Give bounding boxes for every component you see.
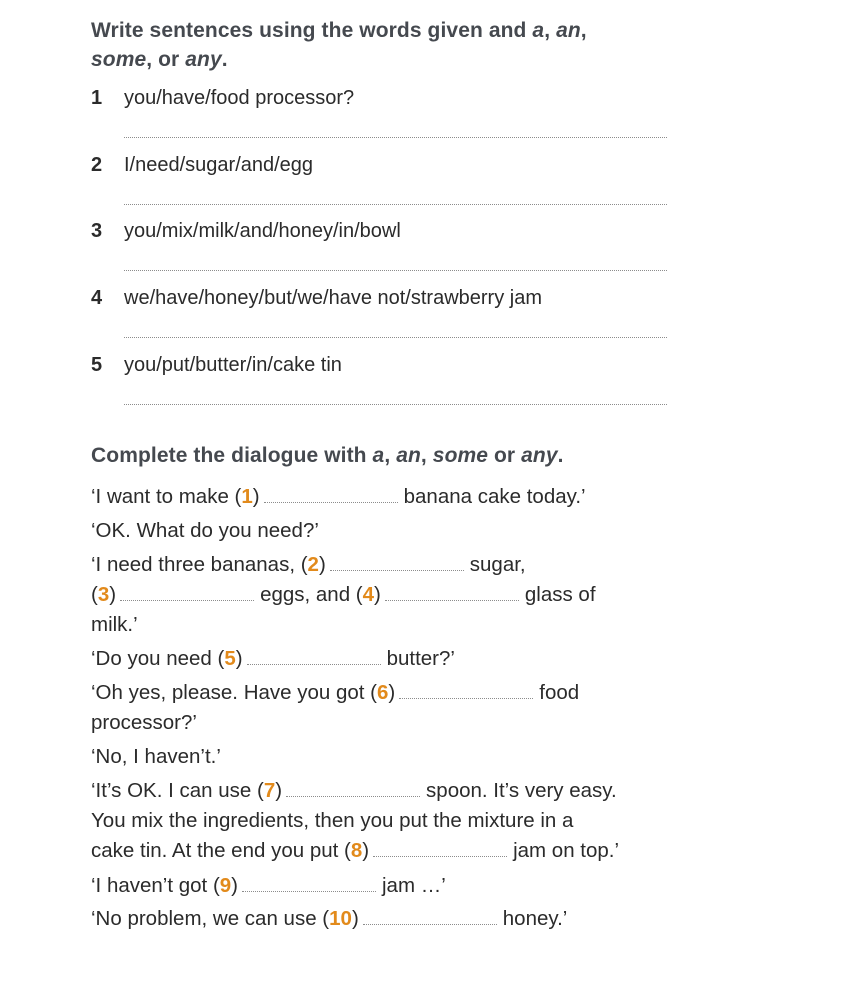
dialogue-line: ‘I need three bananas, (2) sugar, [91, 553, 526, 576]
dialogue-line: (3) eggs, and (4) glass of [91, 583, 596, 606]
blank-number: 2 [307, 553, 319, 576]
answer-line-4[interactable] [124, 337, 667, 338]
item-prompt: I/need/sugar/and/egg [124, 154, 314, 176]
answer-blank-3[interactable] [120, 588, 254, 601]
exercise-2-instructions: Complete the dialogue with a, an, some or any. [91, 444, 564, 467]
answer-blank-6[interactable] [399, 686, 533, 699]
item-number: 1 [91, 87, 103, 109]
dialogue-line: ‘Do you need (5) butter?’ [91, 647, 455, 670]
answer-line-5[interactable] [124, 404, 667, 405]
dialogue-line: ‘Oh yes, please. Have you got (6) food [91, 681, 580, 704]
exercise-item-1 [91, 85, 671, 125]
exercise-item-2 [91, 152, 671, 192]
item-number: 3 [91, 220, 103, 242]
dialogue-line: ‘I haven’t got (9) jam …’ [91, 874, 446, 897]
answer-line-3[interactable] [124, 270, 667, 271]
answer-blank-2[interactable] [330, 558, 464, 571]
answer-blank-1[interactable] [264, 490, 398, 503]
answer-blank-7[interactable] [286, 784, 420, 797]
item-number: 5 [91, 354, 103, 376]
dialogue-line: ‘It’s OK. I can use (7) spoon. It’s very easy. [91, 779, 617, 802]
answer-blank-9[interactable] [242, 879, 376, 892]
answer-blank-4[interactable] [385, 588, 519, 601]
exercise-1-instructions: Write sentences using the words given and a, an, some, or any. [91, 19, 587, 71]
dialogue-line: You mix the ingredients, then you put the mixture in a [91, 809, 574, 832]
answer-blank-10[interactable] [363, 912, 497, 925]
dialogue-line: cake tin. At the end you put (8) jam on top.’ [91, 839, 620, 862]
answer-line-2[interactable] [124, 204, 667, 205]
item-number: 2 [91, 154, 103, 176]
item-prompt: you/mix/milk/and/honey/in/bowl [124, 220, 401, 242]
dialogue-line: milk.’ [91, 613, 138, 636]
blank-number: 3 [97, 583, 110, 606]
answer-blank-8[interactable] [373, 844, 507, 857]
item-prompt: you/put/butter/in/cake tin [124, 354, 342, 376]
blank-number: 1 [241, 485, 253, 508]
blank-number: 10 [329, 907, 352, 930]
answer-line-1[interactable] [124, 137, 667, 138]
blank-number: 9 [219, 874, 232, 897]
exercise-item-3 [91, 218, 671, 258]
dialogue-line: ‘No, I haven’t.’ [91, 745, 221, 768]
blank-number: 4 [362, 583, 375, 606]
dialogue-line: ‘OK. What do you need?’ [91, 519, 319, 542]
blank-number: 5 [224, 647, 236, 670]
answer-blank-5[interactable] [247, 652, 381, 665]
blank-number: 7 [263, 779, 276, 802]
blank-number: 8 [350, 839, 363, 862]
dialogue-line: processor?’ [91, 711, 197, 734]
exercise-item-4 [91, 285, 671, 325]
item-prompt: we/have/honey/but/we/have not/strawberry jam [124, 287, 542, 309]
exercise-item-5 [91, 352, 671, 392]
blank-number: 6 [377, 681, 389, 704]
item-number: 4 [91, 287, 103, 309]
dialogue-line: ‘I want to make (1) banana cake today.’ [91, 485, 586, 508]
item-prompt: you/have/food processor? [124, 87, 355, 109]
dialogue-line: ‘No problem, we can use (10) honey.’ [91, 907, 568, 930]
